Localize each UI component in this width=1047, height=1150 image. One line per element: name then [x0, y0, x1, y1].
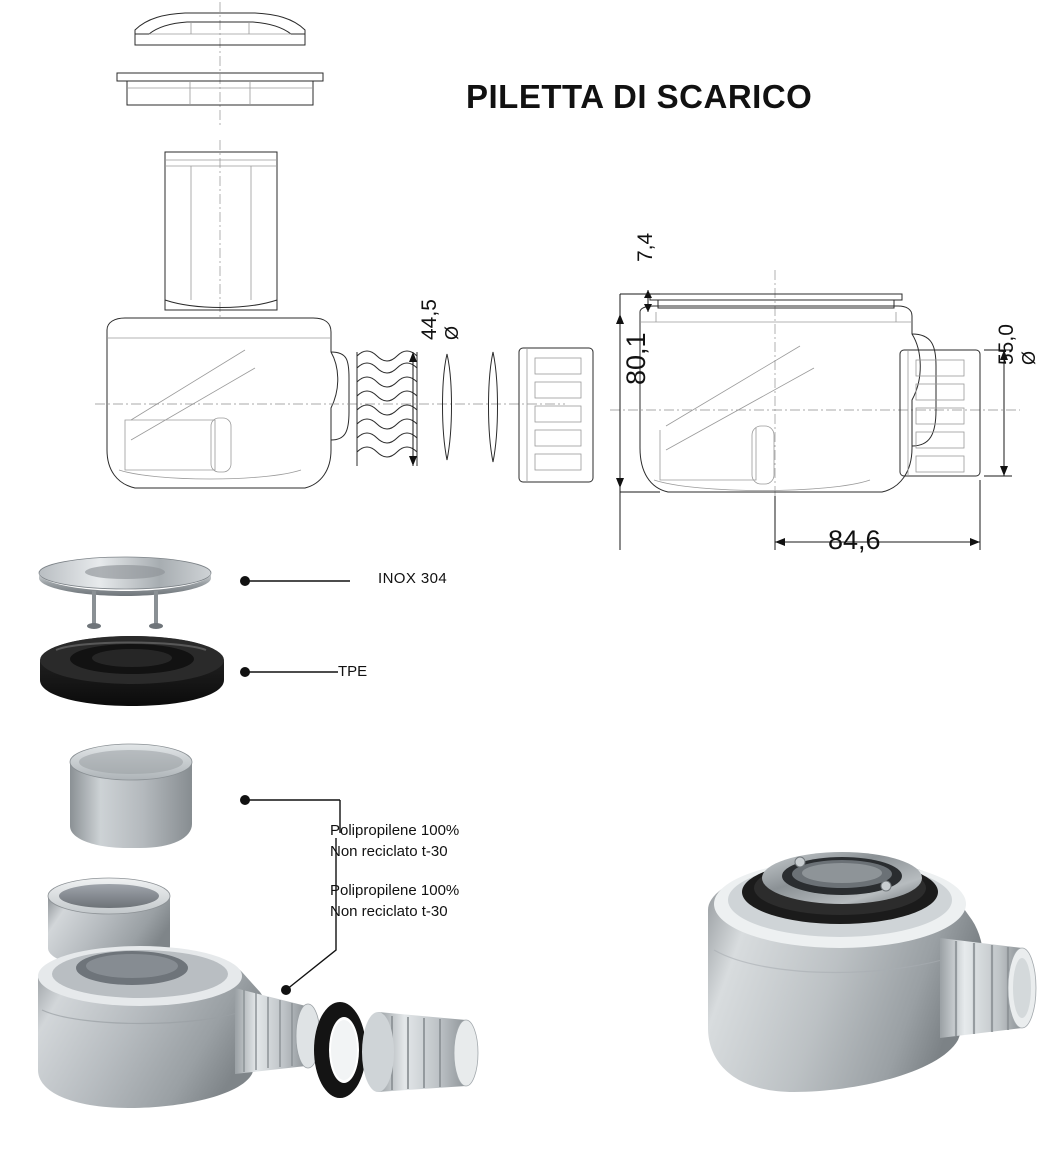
exploded-technical-view	[95, 0, 615, 520]
dim-value-total-height: 80,1	[621, 332, 651, 385]
assembly-3d-render	[690, 800, 1047, 1140]
page-title: PILETTA DI SCARICO	[466, 78, 813, 115]
assembly-body	[640, 306, 936, 492]
callout-tpe: TPE	[338, 663, 368, 680]
main-body-profile	[95, 318, 565, 488]
exploded-3d-render	[20, 860, 540, 1150]
dimension-diameter-body	[984, 350, 1012, 476]
siphon-cup-profile	[165, 152, 277, 310]
exploded-nut	[362, 1012, 478, 1092]
dim-symbol-diameter-outlet: Ø	[442, 325, 462, 340]
exploded-body	[38, 946, 269, 1108]
callout-pp1-line2: Non reciclato t-30	[330, 843, 448, 860]
dim-value-diameter-body: 55,0	[995, 324, 1018, 365]
callout-pp1-line1: Polipropilene 100%	[330, 822, 460, 839]
callout-pp2-line2: Non reciclato t-30	[330, 903, 448, 920]
callout-inox: INOX 304	[378, 570, 448, 587]
assembly-section-view	[600, 250, 1040, 580]
knurled-nut-profile	[519, 348, 593, 482]
threaded-outlet-profile	[357, 351, 417, 466]
tpe-part-render	[20, 630, 440, 740]
dim-value-diameter-outlet: 44,5	[418, 299, 441, 340]
exploded-corrugated-outlet	[235, 988, 320, 1074]
dim-symbol-diameter-body: Ø	[1019, 350, 1039, 365]
dimension-flange-height	[616, 290, 660, 550]
dim-value-total-length: 84,6	[828, 525, 881, 555]
gasket-rings-profile	[443, 352, 498, 462]
assembly-nut-render	[940, 938, 1036, 1038]
exploded-gasket	[314, 1002, 366, 1098]
callout-pp2-line1: Polipropilene 100%	[330, 882, 460, 899]
dim-value-flange-height: 7,4	[634, 232, 657, 262]
